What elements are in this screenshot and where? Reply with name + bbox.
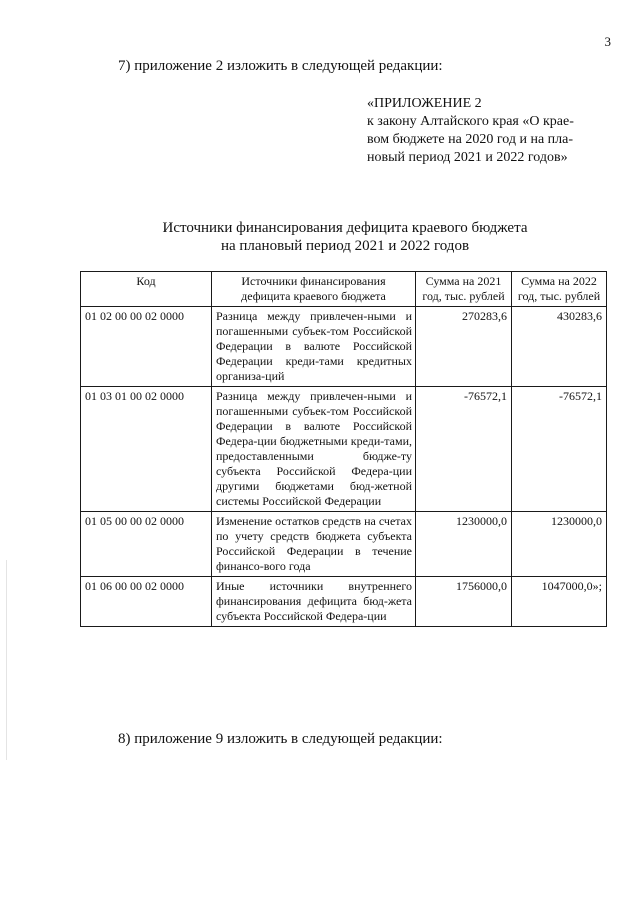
row-source-name: Изменение остатков средств на счетах по учету средств бюджета субъекта Российской Федерации в течение финансо-вого года [212, 512, 416, 577]
row-sum-2022: 430283,6 [512, 307, 607, 387]
table-row [81, 512, 607, 577]
item-8-text: 8) приложение 9 изложить в следующей редакции: [118, 731, 443, 747]
row-source-name: Разница между привлечен-ными и погашенными субъек-том Российской Федерации в валюте Российской Федера-ции бюджетными креди-тами, предоставленными бюдже-ту субъекта Российской Федера-ции другими бюджетами бюд-жетной системы Российской Федерации [212, 387, 416, 512]
appendix-header-line: вом бюджете на 2020 год и на пла- [367, 132, 574, 147]
row-source-name: Иные источники внутреннего финансирования дефицита бюд-жета субъекта Российской Федера-ции [212, 577, 416, 627]
header-source: Источники финансирования дефицита краевого бюджета [212, 272, 416, 307]
row-code: 01 03 01 00 02 0000 [81, 387, 212, 512]
appendix-header-line: «ПРИЛОЖЕНИЕ 2 [367, 96, 482, 111]
row-code: 01 02 00 00 02 0000 [81, 307, 212, 387]
table-row [81, 387, 607, 512]
table-title-line: на плановый период 2021 и 2022 годов [220, 238, 470, 254]
row-code: 01 06 00 00 02 0000 [81, 577, 212, 627]
page-number: 3 [604, 34, 611, 49]
row-sum-2021: 1756000,0 [416, 577, 512, 627]
appendix-header-line: к закону Алтайского края «О крае- [367, 114, 574, 129]
row-sum-2022: -76572,1 [512, 387, 607, 512]
item-7-text: 7) приложение 2 изложить в следующей редакции: [118, 58, 443, 74]
funding-sources-table [80, 271, 607, 627]
header-sum-2022: Сумма на 2022 год, тыс. рублей [512, 272, 607, 307]
header-sum-2021: Сумма на 2021 год, тыс. рублей [416, 272, 512, 307]
row-sum-2022: 1230000,0 [512, 512, 607, 577]
row-sum-2021: 1230000,0 [416, 512, 512, 577]
table-header-row [81, 272, 607, 307]
row-sum-2021: 270283,6 [416, 307, 512, 387]
row-code: 01 05 00 00 02 0000 [81, 512, 212, 577]
appendix-header-line: новый период 2021 и 2022 годов» [367, 150, 568, 165]
scan-edge-mark [6, 560, 7, 760]
appendix-header [367, 95, 607, 167]
table-row [81, 307, 607, 387]
row-source-name: Разница между привлечен-ными и погашенными субъек-том Российской Федерации в валюте Российской Федерации креди-тами кредитных организа-ций [212, 307, 416, 387]
row-sum-2022: 1047000,0»; [512, 577, 607, 627]
row-sum-2021: -76572,1 [416, 387, 512, 512]
table-title [90, 219, 600, 255]
table-title-line: Источники финансирования дефицита краевого бюджета [162, 220, 528, 236]
table-row [81, 577, 607, 627]
header-code: Код [81, 272, 212, 307]
